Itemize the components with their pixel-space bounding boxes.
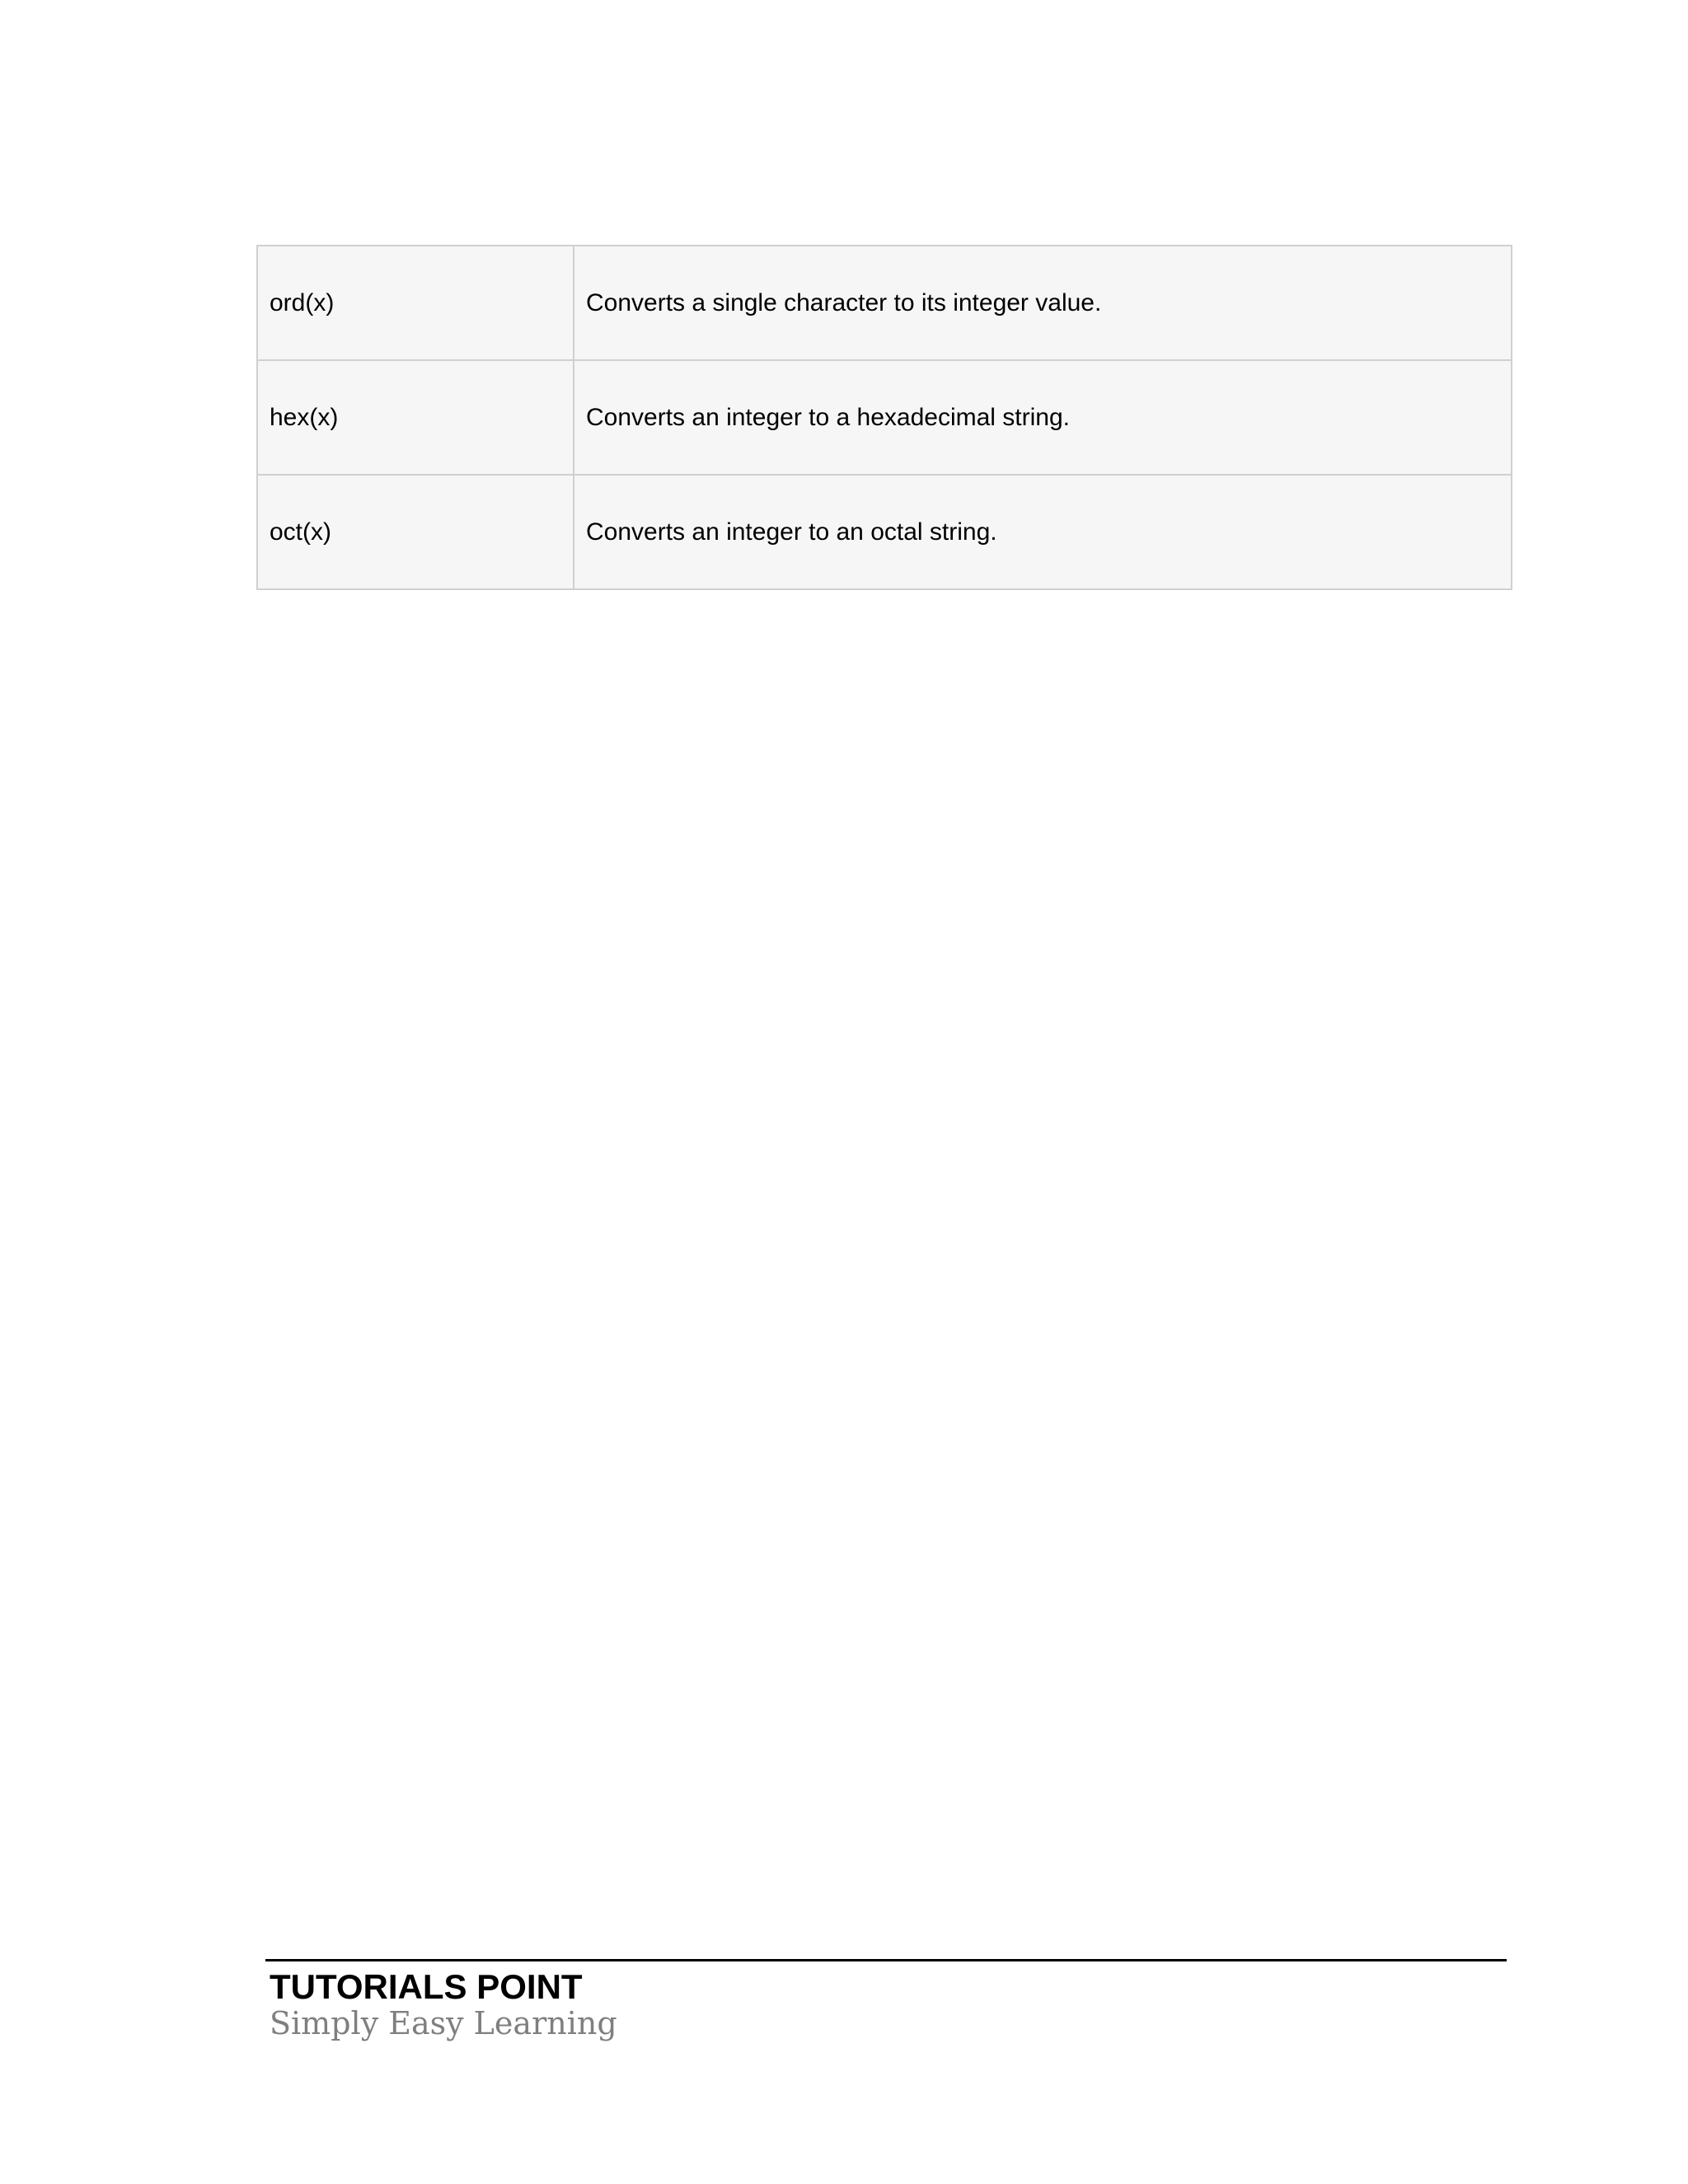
function-description-cell: Converts a single character to its integer value. bbox=[574, 246, 1512, 360]
table-row bbox=[257, 475, 1512, 589]
function-description-cell: Converts an integer to an octal string. bbox=[574, 475, 1512, 589]
function-name-cell: oct(x) bbox=[257, 475, 574, 589]
function-description-cell: Converts an integer to a hexadecimal string. bbox=[574, 360, 1512, 475]
footer-brand: TUTORIALS POINT bbox=[270, 1967, 583, 2006]
function-name-cell: ord(x) bbox=[257, 246, 574, 360]
function-table bbox=[256, 245, 1512, 590]
table-row bbox=[257, 246, 1512, 360]
footer-divider bbox=[265, 1959, 1507, 1961]
table-row bbox=[257, 360, 1512, 475]
function-name-cell: hex(x) bbox=[257, 360, 574, 475]
footer-tagline: Simply Easy Learning bbox=[270, 2005, 617, 2041]
